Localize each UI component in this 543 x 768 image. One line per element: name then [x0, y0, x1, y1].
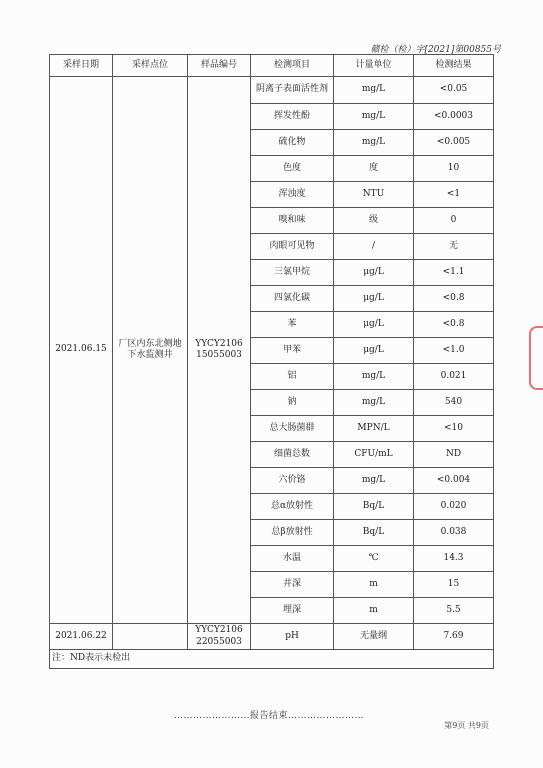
- report-number: 赣检（检）字[2021]第00855号: [370, 45, 501, 55]
- test-unit: CFU/mL: [334, 442, 414, 468]
- test-item: 总大肠菌群: [251, 416, 334, 442]
- test-unit: /: [334, 234, 414, 260]
- test-result: <0.05: [414, 77, 494, 104]
- sample-date: 2021.06.15: [50, 77, 113, 624]
- test-unit: ℃: [334, 546, 414, 572]
- test-item: 埋深: [251, 598, 334, 624]
- test-result: 10: [414, 156, 494, 182]
- test-unit: Bq/L: [334, 494, 414, 520]
- test-unit: mg/L: [334, 390, 414, 416]
- header-sample-id: 样品编号: [188, 55, 251, 77]
- test-item: 铝: [251, 364, 334, 390]
- test-item: 总β放射性: [251, 520, 334, 546]
- test-result: <0.004: [414, 468, 494, 494]
- test-result: 无: [414, 234, 494, 260]
- test-unit: Bq/L: [334, 520, 414, 546]
- test-item: 总α放射性: [251, 494, 334, 520]
- test-result: 0.021: [414, 364, 494, 390]
- test-unit: 无量纲: [334, 624, 414, 650]
- test-item: 硫化物: [251, 130, 334, 156]
- test-item: 嗅和味: [251, 208, 334, 234]
- test-result: 14.3: [414, 546, 494, 572]
- test-item: 细菌总数: [251, 442, 334, 468]
- test-unit: μg/L: [334, 260, 414, 286]
- header-date: 采样日期: [50, 55, 113, 77]
- table-header-row: [50, 55, 494, 77]
- test-item: 甲苯: [251, 338, 334, 364]
- test-item: 水温: [251, 546, 334, 572]
- test-unit: MPN/L: [334, 416, 414, 442]
- page-number: 第9页 共9页: [444, 721, 489, 730]
- test-result: <0.0003: [414, 104, 494, 130]
- test-result: ND: [414, 442, 494, 468]
- table-note: 注：ND表示未检出: [50, 650, 494, 669]
- header-unit: 计量单位: [334, 55, 414, 77]
- sample-site: 厂区内东北侧地下水监测井: [113, 77, 188, 624]
- test-unit: mg/L: [334, 130, 414, 156]
- test-result: 540: [414, 390, 494, 416]
- test-result: <0.8: [414, 312, 494, 338]
- test-item: 阴离子表面活性剂: [251, 77, 334, 104]
- results-table: [49, 54, 494, 669]
- header-result: 检测结果: [414, 55, 494, 77]
- table-row: [50, 624, 494, 650]
- test-item: 四氯化碳: [251, 286, 334, 312]
- sample-site: [113, 624, 188, 650]
- test-item: 井深: [251, 572, 334, 598]
- note-row: [50, 650, 494, 669]
- test-result: <1: [414, 182, 494, 208]
- test-item: pH: [251, 624, 334, 650]
- test-result: 7.69: [414, 624, 494, 650]
- test-unit: μg/L: [334, 338, 414, 364]
- test-unit: mg/L: [334, 104, 414, 130]
- test-result: <10: [414, 416, 494, 442]
- test-unit: 度: [334, 156, 414, 182]
- seal-stamp: [529, 326, 543, 390]
- report-end-line: ……………………报告结束……………………: [174, 711, 365, 721]
- test-unit: m: [334, 598, 414, 624]
- test-result: <1.0: [414, 338, 494, 364]
- test-item: 肉眼可见物: [251, 234, 334, 260]
- test-result: <1.1: [414, 260, 494, 286]
- test-result: 15: [414, 572, 494, 598]
- test-result: <0.005: [414, 130, 494, 156]
- test-unit: mg/L: [334, 77, 414, 104]
- test-result: 0: [414, 208, 494, 234]
- test-unit: NTU: [334, 182, 414, 208]
- sample-date: 2021.06.22: [50, 624, 113, 650]
- sample-id: YYCY2106 15055003: [188, 77, 251, 624]
- test-result: 0.020: [414, 494, 494, 520]
- test-item: 三氯甲烷: [251, 260, 334, 286]
- sample-id: YYCY2106 22055003: [188, 624, 251, 650]
- test-unit: μg/L: [334, 312, 414, 338]
- test-item: 苯: [251, 312, 334, 338]
- test-item: 浑浊度: [251, 182, 334, 208]
- test-result: 5.5: [414, 598, 494, 624]
- test-unit: mg/L: [334, 364, 414, 390]
- header-site: 采样点位: [113, 55, 188, 77]
- test-unit: μg/L: [334, 286, 414, 312]
- test-item: 钠: [251, 390, 334, 416]
- test-item: 色度: [251, 156, 334, 182]
- test-item: 六价铬: [251, 468, 334, 494]
- test-item: 挥发性酚: [251, 104, 334, 130]
- test-unit: m: [334, 572, 414, 598]
- test-result: <0.8: [414, 286, 494, 312]
- test-result: 0.038: [414, 520, 494, 546]
- header-item: 检测项目: [251, 55, 334, 77]
- table-row: [50, 77, 494, 104]
- test-unit: mg/L: [334, 468, 414, 494]
- test-unit: 级: [334, 208, 414, 234]
